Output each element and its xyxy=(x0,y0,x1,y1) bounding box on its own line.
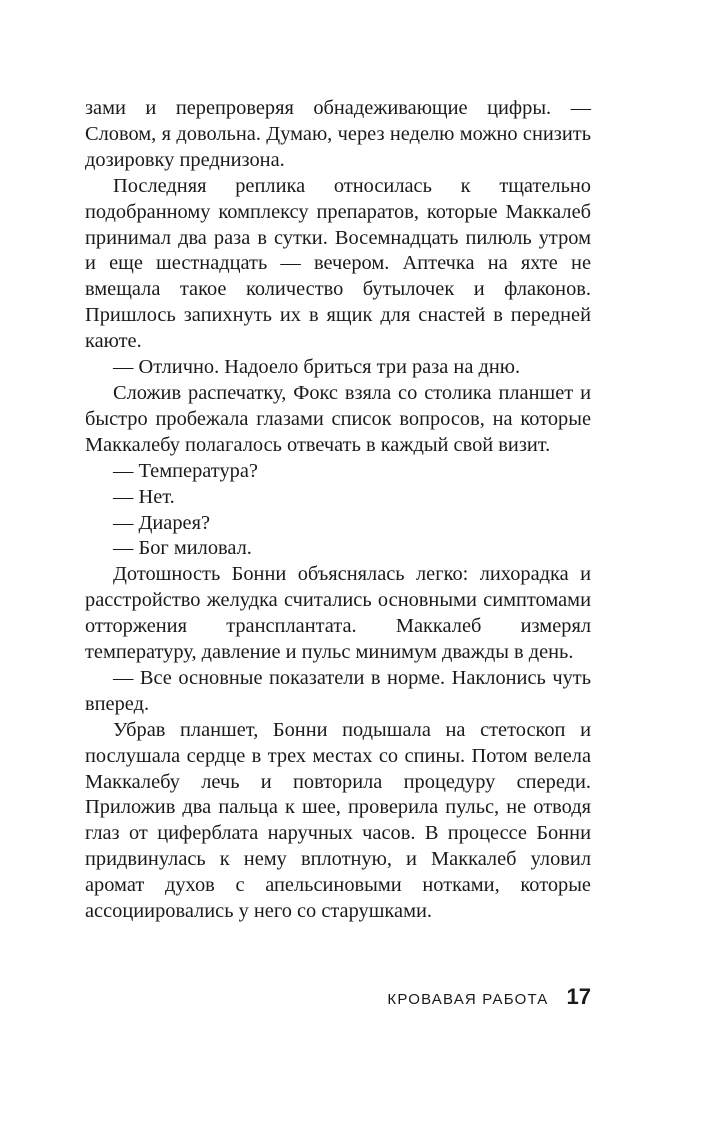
paragraph: Последняя реплика относилась к тщательно подобранному комплексу препаратов, которые Маккалеб принимал два раза в сутки. Восемнадцать пилюль утром и еще шестнадцать — вечером. Аптечка на яхте не вмещала такое количество бутылочек и флаконов. Пришлось запихнуть их в ящик для снастей в передней каюте. xyxy=(85,174,591,353)
dialogue-line: — Все основные показатели в норме. Наклонись чуть вперед. xyxy=(85,666,591,715)
paragraph: Убрав планшет, Бонни подышала на стетоскоп и послушала сердце в трех местах со спины. Потом велела Маккалебу лечь и повторила процедуру спереди. Приложив два пальца к шее, проверила пульс, не отводя глаз от циферблата наручных часов. В процессе Бонни придвинулась к нему вплотную, и Маккалеб уловил аромат духов с апельсиновыми нотками, которые ассоциировались у него со старушками. xyxy=(85,718,591,923)
dialogue-line: — Нет. xyxy=(113,485,175,508)
page-number: 17 xyxy=(566,984,591,1009)
paragraph-continuation: зами и перепроверяя обнадеживающие цифры. — Словом, я довольна. Думаю, через неделю можно снизить дозировку преднизона. xyxy=(85,97,591,171)
page-body xyxy=(85,96,591,925)
page-footer xyxy=(387,984,591,1010)
paragraph: Сложив распечатку, Фокс взяла со столика планшет и быстро пробежала глазами список вопросов, на которые Маккалебу полагалось отвечать в каждый свой визит. xyxy=(85,381,591,456)
dialogue-line: — Отлично. Надоело бриться три раза на дню. xyxy=(113,356,521,379)
paragraph: Дотошность Бонни объяснялась легко: лихорадка и расстройство желудка считались основными симптомами отторжения трансплантата. Маккалеб измерял температуру, давление и пульс минимум дважды в день. xyxy=(85,563,591,664)
dialogue-line: — Бог миловал. xyxy=(113,537,252,560)
dialogue-line: — Температура? xyxy=(113,459,258,482)
running-head: КРОВАВАЯ РАБОТА xyxy=(387,991,549,1008)
dialogue-line: — Диарея? xyxy=(113,511,211,534)
